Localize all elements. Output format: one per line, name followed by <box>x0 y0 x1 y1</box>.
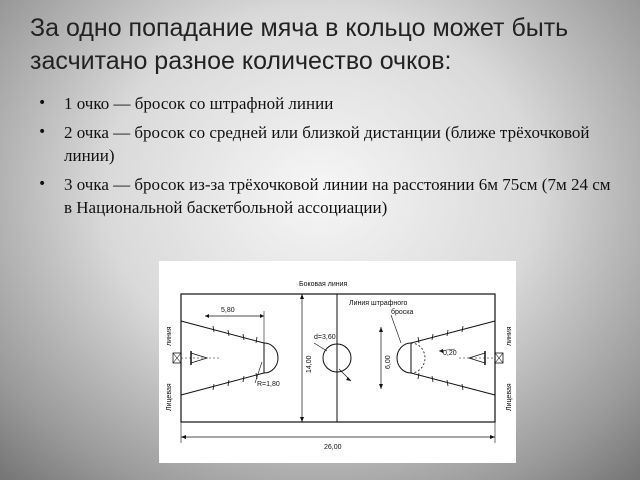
left-endline-label-top: линия <box>166 326 173 346</box>
bullet-dot-icon: • <box>38 124 47 140</box>
court-diagram <box>159 261 516 463</box>
bullet-item-1-point <box>38 92 618 115</box>
dim-580-label: 5,80 <box>221 307 235 314</box>
bullet-list <box>38 92 618 225</box>
freethrow-label-line2: броска <box>391 309 414 316</box>
bullet-item-3-points <box>38 173 618 219</box>
right-key <box>411 321 495 395</box>
bullet-dot-icon: • <box>38 95 47 111</box>
dim-r180-label: R=1,80 <box>257 381 280 388</box>
dim-d360-label: d=3,60 <box>314 334 336 341</box>
right-freethrow-arc <box>397 343 411 373</box>
right-endline-label-top: линия <box>506 326 513 346</box>
sideline-label: Боковая линия <box>299 281 348 288</box>
dim-2600-label: 26,00 <box>324 444 342 451</box>
bullet-text: 3 очка — бросок из-за трёхочковой линии на расстоянии 6м 75см (7м 24 см в Национальной баскетбольной ассоциации) <box>64 175 611 217</box>
freethrow-label-line1: Линия штрафного <box>349 300 408 307</box>
dim-1400-label: 14,00 <box>306 355 313 373</box>
bullet-text: 2 очка — бросок со средней или близкой дистанции (ближе трёхочковой линии) <box>64 123 590 165</box>
left-freethrow-arc <box>264 343 278 373</box>
bullet-text: 1 очко — бросок со штрафной линии <box>64 94 334 113</box>
bullet-item-2-points <box>38 121 618 167</box>
court-diagram-svg <box>159 261 516 463</box>
bullet-dot-icon: • <box>38 176 47 192</box>
right-endline-label-bottom: Лицевая <box>506 383 513 411</box>
left-endline-label-bottom: Лицевая <box>166 383 173 411</box>
slide-title: За одно попадание мяча в кольцо может быть засчитано разное количество очков: <box>30 14 569 75</box>
dim-600-label: 6,00 <box>385 355 392 369</box>
dim-020-label: 0,20 <box>443 350 457 357</box>
